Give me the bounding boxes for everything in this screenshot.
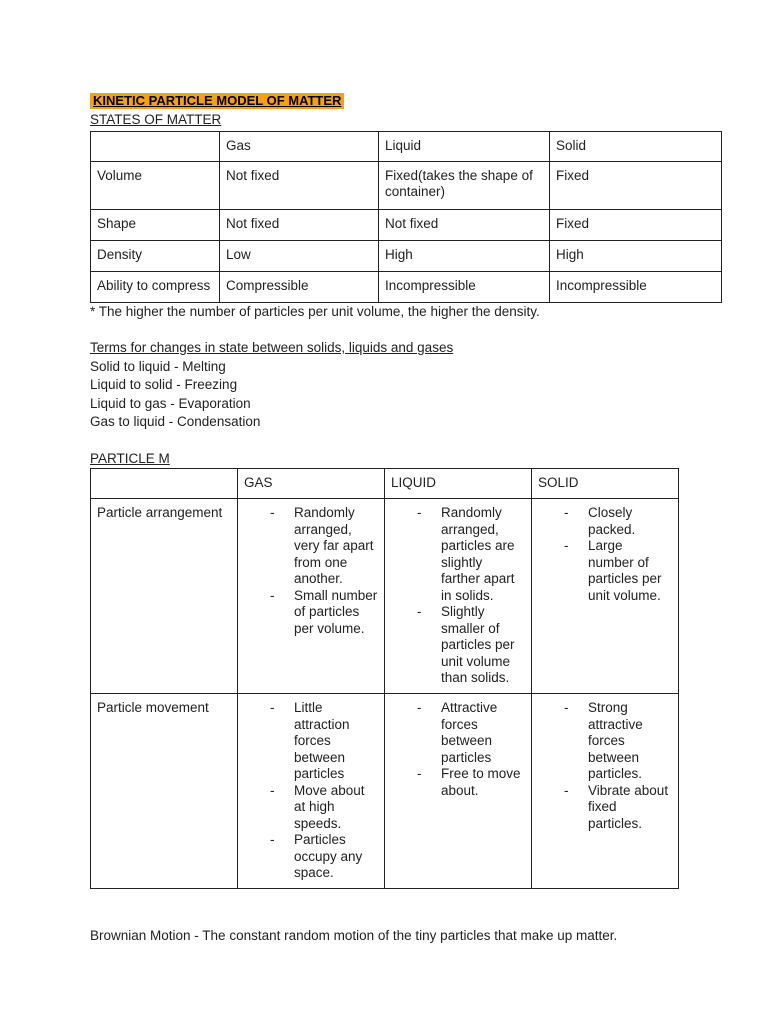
list-item: - Large number of particles per unit volume. xyxy=(564,538,672,604)
table-cell: Not fixed xyxy=(379,209,550,240)
table-row xyxy=(91,209,722,240)
table-cell: Low xyxy=(220,240,379,271)
table-cell: Not fixed xyxy=(220,161,379,209)
particle-heading: PARTICLE M xyxy=(90,450,170,466)
gas-arrangement-cell xyxy=(238,499,385,694)
list-item: - Particles occupy any space. xyxy=(270,832,378,882)
row-label: Ability to compress xyxy=(91,271,220,302)
solid-arrangement-cell xyxy=(532,499,679,694)
table-cell: Compressible xyxy=(220,271,379,302)
row-label: Particle arrangement xyxy=(91,499,238,694)
row-label: Shape xyxy=(91,209,220,240)
density-note: * The higher the number of particles per unit volume, the higher the density. xyxy=(90,303,540,319)
document-title: KINETIC PARTICLE MODEL OF MATTER xyxy=(90,93,344,109)
row-label: Particle movement xyxy=(91,694,238,889)
header-cell xyxy=(91,131,220,161)
states-heading: STATES OF MATTER xyxy=(90,112,222,127)
states-header-row xyxy=(91,131,722,161)
table-cell: High xyxy=(379,240,550,271)
table-cell: Incompressible xyxy=(550,271,722,302)
list-item: - Little attraction forces between particles xyxy=(270,700,378,783)
table-cell: Fixed(takes the shape of container) xyxy=(379,161,550,209)
list-item: - Vibrate about fixed particles. xyxy=(564,783,672,833)
header-cell: Solid xyxy=(550,131,722,161)
table-row xyxy=(91,271,722,302)
header-cell: GAS xyxy=(238,469,385,499)
brownian-motion-text: Brownian Motion - The constant random motion of the tiny particles that make up matter. xyxy=(90,927,618,943)
movement-row xyxy=(91,694,679,889)
table-cell: Not fixed xyxy=(220,209,379,240)
states-table xyxy=(90,131,722,303)
gas-movement-cell xyxy=(238,694,385,889)
list-item: - Randomly arranged, very far apart from one another. xyxy=(270,505,378,588)
list-item: - Small number of particles per volume. xyxy=(270,588,378,638)
particle-header-row xyxy=(91,469,679,499)
header-cell xyxy=(91,469,238,499)
solid-movement-cell xyxy=(532,694,679,889)
term-evaporation: Liquid to gas - Evaporation xyxy=(90,395,251,411)
table-cell: High xyxy=(550,240,722,271)
header-cell: Liquid xyxy=(379,131,550,161)
term-freezing: Liquid to solid - Freezing xyxy=(90,377,238,392)
list-item: - Closely packed. xyxy=(564,505,672,538)
header-cell: SOLID xyxy=(532,469,679,499)
particle-table xyxy=(90,468,679,889)
list-item: - Slightly smaller of particles per unit volume than solids. xyxy=(417,604,525,687)
list-item: - Strong attractive forces between particles. xyxy=(564,700,672,783)
list-item: - Move about at high speeds. xyxy=(270,783,378,833)
table-cell: Incompressible xyxy=(379,271,550,302)
header-cell: Gas xyxy=(220,131,379,161)
list-item: - Attractive forces between particles xyxy=(417,700,525,766)
arrangement-row xyxy=(91,499,679,694)
liquid-arrangement-cell xyxy=(385,499,532,694)
list-item: - Randomly arranged, particles are slightly farther apart in solids. xyxy=(417,505,525,604)
term-condensation: Gas to liquid - Condensation xyxy=(90,414,261,429)
liquid-movement-cell xyxy=(385,694,532,889)
table-cell: Fixed xyxy=(550,209,722,240)
row-label: Volume xyxy=(91,161,220,209)
table-cell: Fixed xyxy=(550,161,722,209)
terms-heading: Terms for changes in state between solids, liquids and gases xyxy=(90,340,454,355)
list-item: - Free to move about. xyxy=(417,766,525,799)
header-cell: LIQUID xyxy=(385,469,532,499)
term-melting: Solid to liquid - Melting xyxy=(90,358,226,374)
table-row xyxy=(91,161,722,209)
document-page xyxy=(90,93,730,945)
table-row xyxy=(91,240,722,271)
row-label: Density xyxy=(91,240,220,271)
